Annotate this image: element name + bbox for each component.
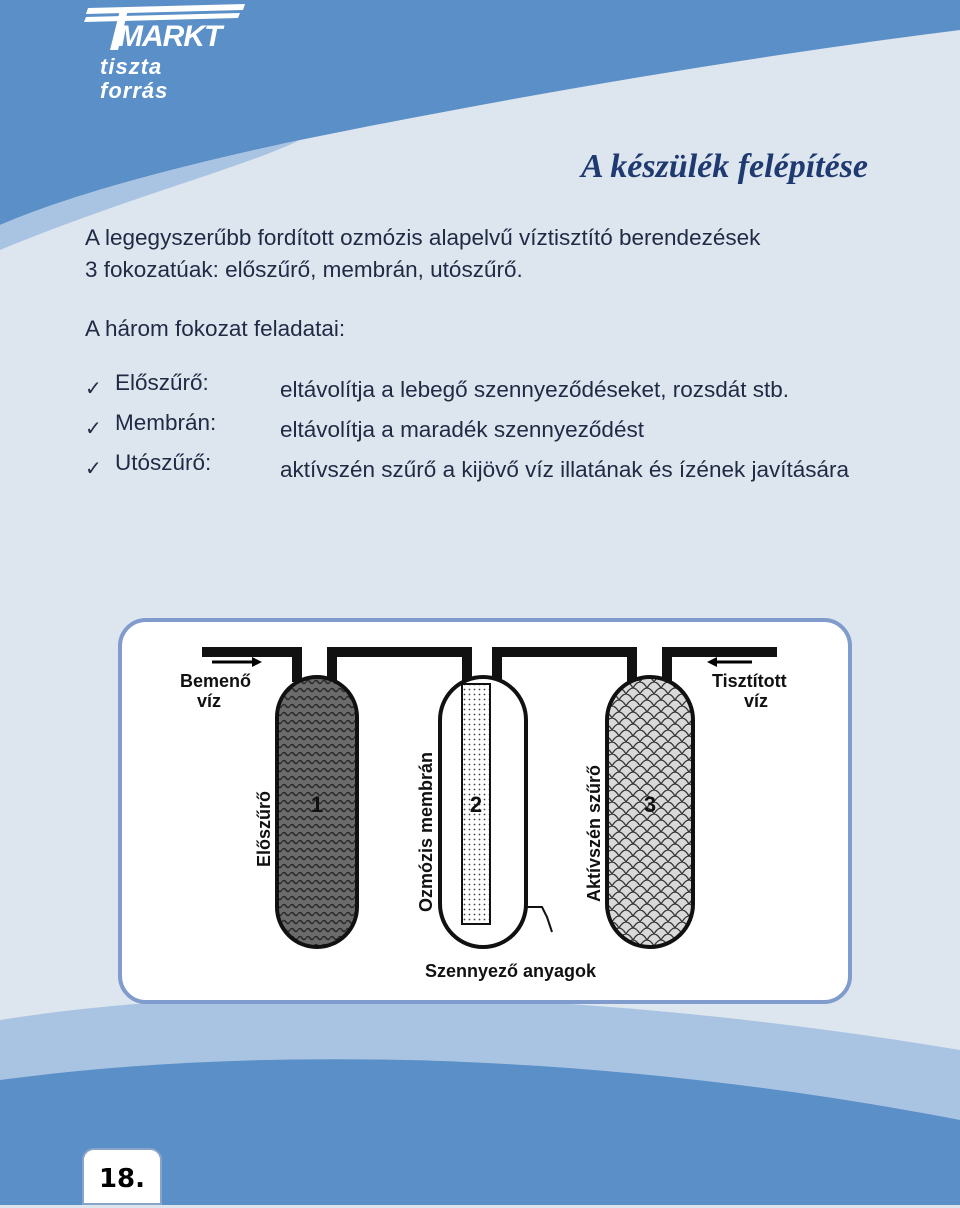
brand-tagline [100, 55, 168, 103]
stage-number-2: 2 [469, 792, 483, 817]
page-title: A készülék felépítése [580, 148, 868, 185]
stage-desc: eltávolítja a maradék szennyeződést [280, 417, 644, 442]
input-water-label-2: víz [197, 691, 222, 711]
output-water-label-1: Tisztított [712, 671, 787, 691]
output-water-label-2: víz [744, 691, 769, 711]
intro-line-1: A legegyszerűbb fordított ozmózis alapelvű víztisztító berendezések [85, 225, 761, 250]
stage-desc: eltávolítja a lebegő szennyeződéseket, rozsdát stb. [280, 377, 790, 402]
stage-term: Utószűrő: [115, 450, 212, 475]
brand-name: MARKT [118, 20, 222, 53]
filter-diagram [118, 618, 852, 1004]
checkmark-icon: ✓ [85, 458, 102, 480]
intro-line-2: 3 fokozatúak: előszűrő, membrán, utószűrő. [85, 257, 523, 282]
prefilter-label: Előszűrő [254, 790, 274, 867]
stages-heading: A három fokozat feladatai: [85, 316, 346, 341]
brand-tagline-line2: forrás [100, 78, 169, 103]
checkmark-icon: ✓ [85, 418, 102, 440]
flow-arrow-icon [252, 657, 262, 667]
checkmark-icon: ✓ [85, 378, 102, 400]
stage-term: Előszűrő: [115, 370, 209, 395]
membrane-label: Ozmózis membrán [416, 751, 436, 912]
page-number: 18. [82, 1148, 162, 1205]
flow-arrow-icon [707, 657, 717, 667]
stage-term: Membrán: [115, 410, 217, 435]
intro-paragraph [85, 222, 760, 286]
brand-tagline-line1: tiszta [100, 54, 163, 79]
stage-number-3: 3 [643, 792, 657, 817]
input-water-label-1: Bemenő [180, 671, 252, 691]
stage-number-1: 1 [310, 792, 324, 817]
carbon-filter-label: Aktívszén szűrő [584, 764, 604, 902]
waste-label: Szennyező anyagok [425, 961, 597, 981]
stage-desc: aktívszén szűrő a kijövő víz illatának és ízének javítására [280, 457, 850, 482]
